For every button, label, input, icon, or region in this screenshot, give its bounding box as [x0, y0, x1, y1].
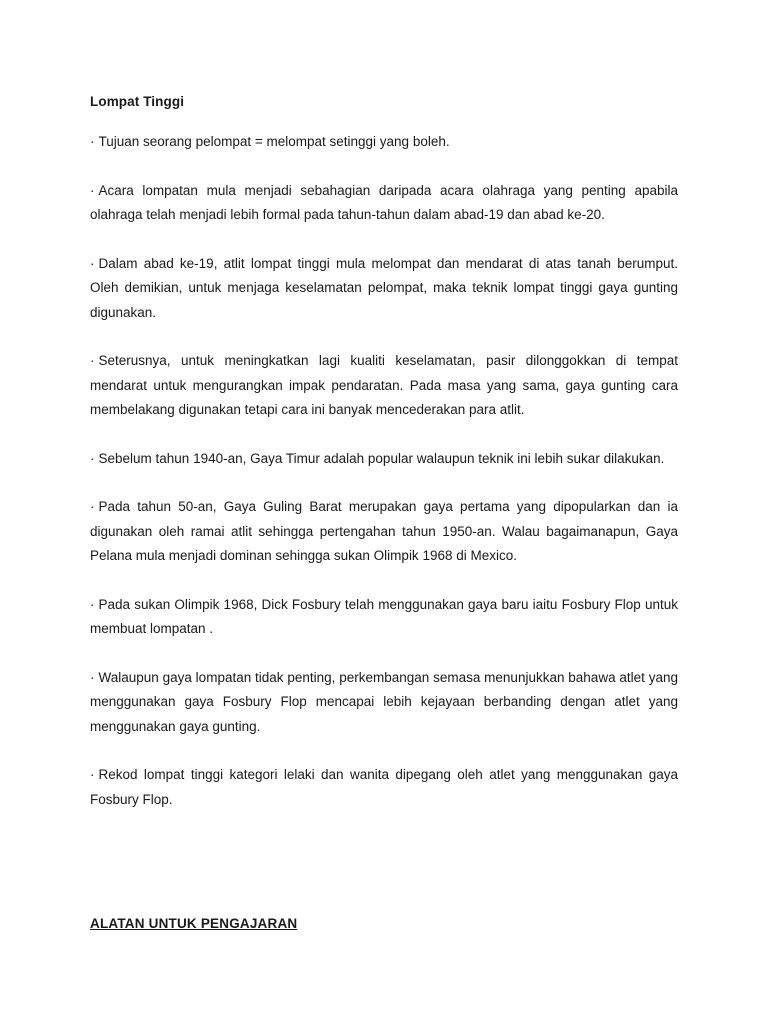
section-heading: ALATAN UNTUK PENGAJARAN: [90, 916, 298, 931]
bullet-mark: ·: [90, 182, 95, 198]
document-body: [90, 90, 678, 836]
bullet-mark: ·: [90, 353, 95, 368]
paragraph-5: [90, 447, 678, 472]
paragraph-text: Dalam abad ke-19, atlit lompat tinggi mula melompat dan mendarat di atas tanah berumput. Oleh demikian, untuk menjaga keselamatan pelompat, maka teknik lompat tinggi gaya gunting digunakan.: [90, 255, 678, 320]
paragraph-9: [90, 763, 678, 812]
bullet-mark: ·: [90, 255, 95, 271]
bullet-mark: ·: [90, 134, 95, 149]
paragraph-text: Pada tahun 50-an, Gaya Guling Barat merupakan gaya pertama yang dipopularkan dan ia digunakan oleh ramai atlit sehingga pertengahan tahun 1950-an. Walau bagaimanapun, Gaya Pelana mula menjadi dominan sehingga sukan Olimpik 1968 di Mexico.: [90, 499, 678, 563]
paragraph-text: Sebelum tahun 1940-an, Gaya Timur adalah popular walaupun teknik ini lebih sukar dilakukan.: [98, 450, 665, 466]
paragraph-text: Pada sukan Olimpik 1968, Dick Fosbury telah menggunakan gaya baru iaitu Fosbury Flop untuk membuat lompatan .: [90, 596, 678, 636]
bullet-mark: ·: [90, 596, 95, 612]
paragraph-text: Walaupun gaya lompatan tidak penting, perkembangan semasa menunjukkan bahawa atlet yang menggunakan gaya Fosbury Flop mencapai lebih kejayaan berbanding dengan atlet yang menggunakan gaya gunting.: [90, 669, 678, 734]
paragraph-8: [90, 666, 678, 740]
paragraph-text: Seterusnya, untuk meningkatkan lagi kualiti keselamatan, pasir dilonggokkan di tempat mendarat untuk mengurangkan impak pendaratan. Pada masa yang sama, gaya gunting cara membelakang digunakan tetapi cara ini banyak mencederakan para atlit.: [90, 353, 678, 417]
document-title: Lompat Tinggi: [90, 94, 185, 109]
bullet-mark: ·: [90, 669, 95, 685]
paragraph-3: [90, 252, 678, 326]
paragraph-6: [90, 495, 678, 569]
paragraph-7: [90, 593, 678, 642]
paragraph-2: [90, 179, 678, 228]
bullet-mark: ·: [90, 499, 95, 514]
bullet-mark: ·: [90, 767, 95, 782]
paragraph-text: Acara lompatan mula menjadi sebahagian daripada acara olahraga yang penting apabila olahraga telah menjadi lebih formal pada tahun-tahun dalam abad-19 dan abad ke-20.: [90, 182, 678, 222]
paragraph-text: Tujuan seorang pelompat = melompat setinggi yang boleh.: [98, 134, 450, 149]
bullet-mark: ·: [90, 450, 95, 466]
paragraph-4: [90, 349, 678, 423]
paragraph-text: Rekod lompat tinggi kategori lelaki dan wanita dipegang oleh atlet yang menggunakan gaya Fosbury Flop.: [90, 767, 678, 807]
paragraph-1: [90, 130, 678, 155]
